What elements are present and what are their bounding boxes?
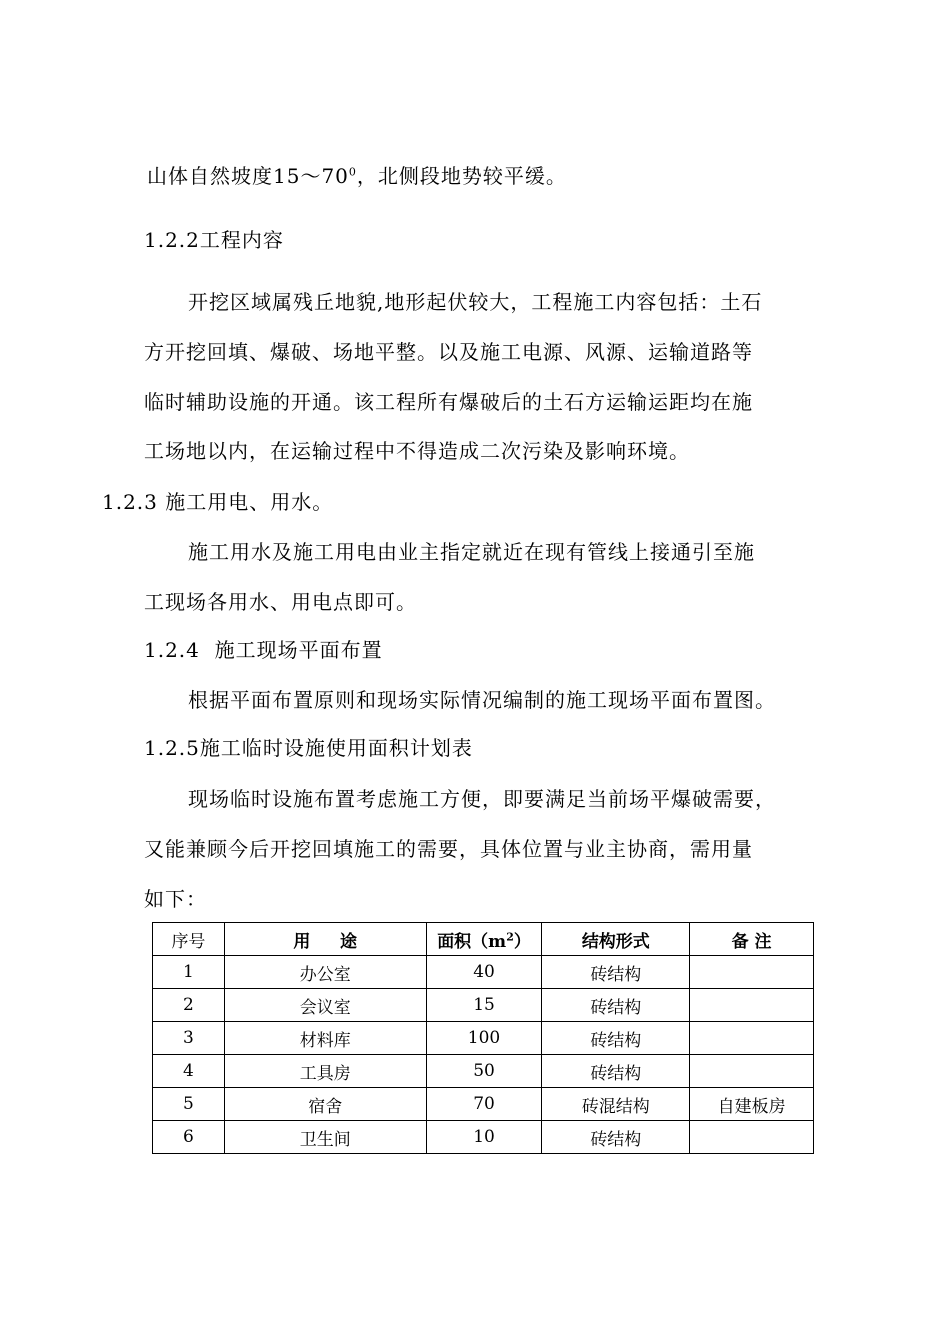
heading-1-2-2: 1.2.2工程内容 bbox=[144, 228, 284, 252]
cell-use: 办公室 bbox=[224, 956, 426, 989]
cell-remark bbox=[690, 989, 814, 1022]
cell-use: 材料库 bbox=[224, 1022, 426, 1055]
cell-seq: 6 bbox=[153, 1121, 225, 1154]
table-row bbox=[153, 989, 814, 1022]
header-area-sup: 2 bbox=[506, 929, 514, 943]
cell-area: 10 bbox=[426, 1121, 542, 1154]
header-use: 用 途 bbox=[224, 923, 426, 956]
cell-use: 工具房 bbox=[224, 1055, 426, 1088]
table-row bbox=[153, 956, 814, 989]
header-structure: 结构形式 bbox=[542, 923, 690, 956]
table-row bbox=[153, 1088, 814, 1121]
cell-structure: 砖结构 bbox=[542, 989, 690, 1022]
content-paragraph-line-4: 工场地以内，在运输过程中不得造成二次污染及影响环境。 bbox=[144, 439, 690, 463]
cell-seq: 1 bbox=[153, 956, 225, 989]
cell-remark bbox=[690, 1022, 814, 1055]
cell-structure: 砖混结构 bbox=[542, 1088, 690, 1121]
cell-area: 40 bbox=[426, 956, 542, 989]
utilities-paragraph-line-2: 工现场各用水、用电点即可。 bbox=[144, 590, 417, 614]
cell-area: 15 bbox=[426, 989, 542, 1022]
header-remark: 备 注 bbox=[690, 923, 814, 956]
cell-seq: 4 bbox=[153, 1055, 225, 1088]
header-area-post: ） bbox=[513, 931, 531, 952]
facilities-table bbox=[152, 922, 814, 1154]
cell-remark bbox=[690, 1121, 814, 1154]
cell-remark: 自建板房 bbox=[690, 1088, 814, 1121]
header-area-pre: 面积（m bbox=[437, 931, 507, 952]
facilities-paragraph-line-1: 现场临时设施布置考虑施工方便，即要满足当前场平爆破需要， bbox=[188, 787, 776, 811]
heading-1-2-3: 1.2.3 施工用电、用水。 bbox=[102, 490, 334, 514]
cell-structure: 砖结构 bbox=[542, 956, 690, 989]
layout-paragraph: 根据平面布置原则和现场实际情况编制的施工现场平面布置图。 bbox=[188, 688, 776, 712]
facilities-paragraph-line-3: 如下： bbox=[144, 887, 207, 911]
cell-structure: 砖结构 bbox=[542, 1055, 690, 1088]
header-seq: 序号 bbox=[153, 923, 225, 956]
slope-superscript: 0 bbox=[348, 165, 357, 179]
table-row bbox=[153, 1055, 814, 1088]
cell-remark bbox=[690, 956, 814, 989]
content-paragraph-line-2: 方开挖回填、爆破、场地平整。以及施工电源、风源、运输道路等 bbox=[144, 340, 753, 364]
cell-use: 会议室 bbox=[224, 989, 426, 1022]
slope-text-pre: 山体自然坡度15～70 bbox=[147, 164, 349, 188]
heading-1-2-4: 1.2.4 施工现场平面布置 bbox=[144, 638, 383, 662]
content-paragraph-line-3: 临时辅助设施的开通。该工程所有爆破后的土石方运输运距均在施 bbox=[144, 390, 753, 414]
cell-remark bbox=[690, 1055, 814, 1088]
cell-use: 宿舍 bbox=[224, 1088, 426, 1121]
cell-area: 70 bbox=[426, 1088, 542, 1121]
table-row bbox=[153, 1121, 814, 1154]
cell-area: 50 bbox=[426, 1055, 542, 1088]
cell-structure: 砖结构 bbox=[542, 1121, 690, 1154]
slope-paragraph bbox=[147, 162, 567, 190]
heading-1-2-5: 1.2.5施工临时设施使用面积计划表 bbox=[144, 736, 473, 760]
cell-seq: 3 bbox=[153, 1022, 225, 1055]
table-row bbox=[153, 1022, 814, 1055]
cell-seq: 2 bbox=[153, 989, 225, 1022]
cell-structure: 砖结构 bbox=[542, 1022, 690, 1055]
header-area bbox=[426, 923, 542, 956]
slope-text-post: ，北侧段地势较平缓。 bbox=[356, 164, 567, 188]
cell-seq: 5 bbox=[153, 1088, 225, 1121]
cell-area: 100 bbox=[426, 1022, 542, 1055]
content-paragraph-line-1: 开挖区域属残丘地貌,地形起伏较大，工程施工内容包括：土石 bbox=[188, 290, 763, 314]
facilities-paragraph-line-2: 又能兼顾今后开挖回填施工的需要，具体位置与业主协商，需用量 bbox=[144, 837, 753, 861]
utilities-paragraph-line-1: 施工用水及施工用电由业主指定就近在现有管线上接通引至施 bbox=[188, 540, 755, 564]
cell-use: 卫生间 bbox=[224, 1121, 426, 1154]
table-header-row bbox=[153, 923, 814, 956]
